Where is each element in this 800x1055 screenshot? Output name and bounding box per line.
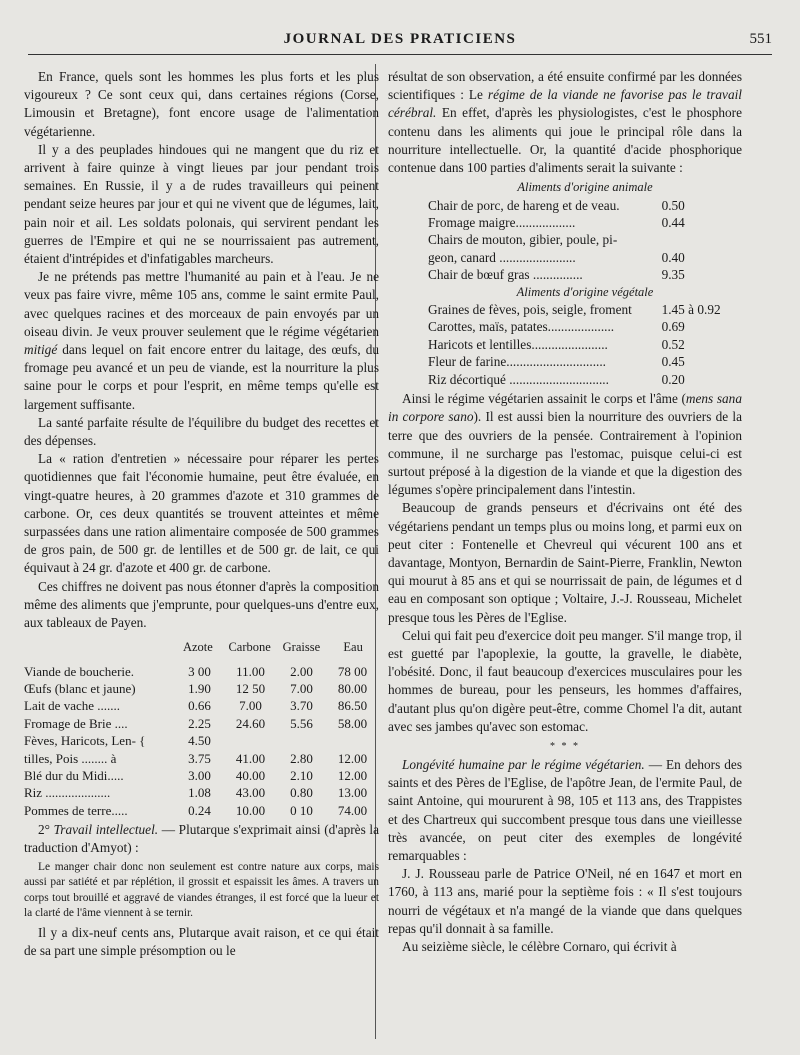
list-item: [428, 318, 742, 335]
list-item: [428, 301, 742, 318]
section-heading: Travail intellectuel.: [53, 822, 159, 838]
text-run: 2°: [38, 822, 54, 838]
carbone-value: 7.00: [239, 698, 262, 714]
aliment-value: 9.35: [661, 267, 685, 283]
paragraph: Il y a dix-neuf cents ans, Plutarque avait raison, et ce qui était de sa part une simple présomption ou le: [24, 924, 379, 958]
paragraph: [24, 268, 379, 414]
eau-value: 58.00: [337, 715, 368, 731]
list-item: [428, 371, 742, 388]
table-body: [24, 663, 379, 820]
table-header: [24, 638, 379, 656]
azote-value: 3 00: [188, 663, 211, 679]
plutarch-quote: Le manger chair donc non seulement est contre nature aux corps, mais aussi par satiété et par réplétion, il grossit et espaissit les âmes. A travers un corps tout brouillé et aggravé de viandes étranges, il est forcé que la lueur et la clarté de l'âme viennent à se ternir.: [24, 860, 379, 920]
right-column: [388, 68, 742, 956]
paragraph: Celui qui fait peu d'exercice doit peu manger. S'il mange trop, il est guetté par l'apoplexie, la goutte, la gravelle, le diabète, l'obésité. Donc, il faut beaucoup d'exercices musculaires pour les hommes de bureau, pour les penseurs, les hommes d'affaires, d'autant plus qu'on digère peut-être, comme Chomel l'a dit, autant avec ses jambes qu'avec son estomac.: [388, 627, 742, 734]
azote-value: 0.24: [188, 802, 211, 818]
carbone-value: [225, 732, 276, 749]
text-run: Je ne prétends pas mettre l'humanité au pain et à l'eau. Je ne veux pas faire vivre, même 105 ans, comme le saint ermite Paul, avec quelques racines et des morceaux de pain envoyés par un oiseau divin. Je veux prouver seulement que le régime végétarien: [24, 269, 379, 339]
carbone-value: 40.00: [235, 767, 266, 783]
table-row: [24, 767, 379, 784]
left-column: [24, 68, 379, 960]
aliment-name: Chair de bœuf gras ...............: [428, 267, 583, 283]
composition-table: [24, 638, 379, 819]
carbone-value: 12 50: [235, 680, 266, 696]
aliment-value: 0.52: [661, 336, 685, 352]
azote-value: 0.66: [188, 698, 211, 714]
aliment-name: Carottes, maïs, patates....................: [428, 319, 615, 335]
carbone-value: 11.00: [236, 663, 265, 679]
graisse-value: 2.00: [290, 663, 313, 679]
text-run: résultat de son observation, a été ensuite confirmé par les données scientifiques : Le: [388, 69, 742, 103]
azote-value: 4.50: [188, 733, 211, 749]
paragraph: [388, 68, 742, 177]
table-row: [24, 663, 379, 680]
food-name: Œufs (blanc et jaune): [24, 680, 136, 696]
table-row: [24, 732, 379, 749]
azote-value: 2.25: [188, 715, 211, 731]
list-item: [428, 353, 742, 370]
aliment-value: 0.44: [661, 215, 685, 231]
aliment-value: 0.69: [661, 319, 685, 335]
food-name: Blé dur du Midi.....: [24, 767, 124, 783]
text-run: dans lequel on fait encore entrer du laitage, des œufs, du fromage peu avancé et un peu de viande, est la nourriture la plus saine pour le corps et pour l'esprit, en même temps qu'elle est largement suffisante.: [24, 342, 379, 412]
column-header: Azote: [182, 640, 213, 655]
paragraph: J. J. Rousseau parle de Patrice O'Neil, né en 1647 et mort en 1760, à 113 ans, marié pour la septième fois : « Il s'est toujours nourri de végétaux et n'a mangé de la viande que dans quelques repas qu'il donnait à sa famille.: [388, 866, 742, 936]
aliment-value: 0.40: [661, 249, 685, 265]
food-name: Riz ....................: [24, 785, 111, 801]
paragraph: Il y a des peuplades hindoues qui ne mangent que du riz et arrivent à faire quinze à vingt lieues par jour pendant trois semaines. En Russie, il y a de rudes travailleurs qui peinent pendant seize heures par jour et qui ne vivent que de légumes, lait, pain noir et ail. Les soldats polonais, qui servirent pendant les guerres de l'Empire et qui ne se nourrissaient pas autrement, étaient d'intrépides et d'infatigables marcheurs.: [24, 141, 379, 267]
list-item: [428, 336, 742, 353]
eau-value: 78 00: [337, 663, 368, 679]
category-title: Aliments d'origine végétale: [516, 284, 654, 299]
paragraph: La santé parfaite résulte de l'équilibre du budget des recettes et des dépenses.: [24, 414, 379, 449]
list-item: [428, 266, 742, 283]
aliment-name: Haricots et lentilles.......................: [428, 336, 608, 352]
azote-value: 3.00: [188, 767, 211, 783]
eau-value: 12.00: [337, 750, 368, 766]
graisse-value: 0.80: [290, 785, 313, 801]
eau-value: 74.00: [337, 802, 368, 818]
aliment-name: Chairs de mouton, gibier, poule, pi-: [428, 232, 618, 248]
aliment-name: Fromage maigre..................: [428, 215, 576, 231]
paragraph: Au seizième siècle, le célèbre Cornaro, qui écrivit à: [402, 938, 677, 954]
food-name: Fromage de Brie ....: [24, 715, 128, 731]
paragraph: Ces chiffres ne doivent pas nous étonner d'après la composition même des aliments que j'emprunte, pour quelques-uns d'entre eux, aux tableaux de Payen.: [24, 578, 379, 631]
aliment-value: [656, 231, 742, 248]
azote-value: 1.90: [188, 680, 211, 696]
section-separator: * * *: [550, 740, 580, 752]
aliment-value: 0.45: [661, 354, 685, 370]
text-run: Ainsi le régime végétarien assainit le corps et l'âme (: [402, 391, 686, 407]
graisse-value: 2.80: [290, 750, 313, 766]
food-name: Fèves, Haricots, Len- {: [24, 733, 146, 749]
vegetal-items: [428, 301, 742, 388]
graisse-value: 0 10: [290, 802, 313, 818]
aliment-name: Fleur de farine..............................: [428, 354, 606, 370]
azote-value: 1.08: [188, 785, 211, 801]
category-title: Aliments d'origine animale: [517, 180, 653, 195]
list-item: [428, 249, 742, 266]
aliment-name: Riz décortiqué ..............................: [428, 371, 609, 387]
phosphoric-acid-list: [428, 179, 742, 388]
italic-statement: régime de la viande ne favorise pas le travail cérébral.: [388, 87, 742, 121]
table-row: [24, 715, 379, 732]
paragraph: En France, quels sont les hommes les plus forts et les plus vigoureux ? Ce sont ceux qui, dans certaines régions (Corse, Limousin et Bretagne), font encore usage de l'alimentation végétarienne.: [24, 69, 379, 139]
graisse-value: [276, 732, 327, 749]
table-row: [24, 697, 379, 714]
eau-value: [327, 732, 378, 749]
italic-term: mitigé: [24, 342, 58, 358]
table-row: [24, 784, 379, 801]
aliment-name: Graines de fèves, pois, seigle, froment: [428, 302, 632, 318]
carbone-value: 10.00: [235, 802, 266, 818]
graisse-value: 5.56: [290, 715, 313, 731]
table-row: [24, 802, 379, 819]
food-name: Pommes de terre.....: [24, 802, 128, 818]
text-run: — Plutarque s'exprimait ainsi (d'après la traduction d'Amyot) :: [24, 822, 379, 856]
paragraph: La « ration d'entretien » nécessaire pour réparer les pertes quotidiennes que fait l'économie humaine, peut être évaluée, en vingt-quatre heures, à 20 grammes d'azote et 310 grammes de carbone. Or, ces deux quantités se trouvent atteintes et même surpassées dans une ration alimentaire composée de 500 grammes de gros pain, de 500 gr. de lentilles et de 500 gr. de lait, ce qui équivaut à 24 gr. d'azote et 400 gr. de carbone.: [24, 451, 379, 576]
latin-phrase: mens sana in corpore sano: [388, 391, 742, 425]
aliment-value: 0.20: [661, 371, 685, 387]
aliment-value: 0.50: [661, 197, 685, 213]
column-header: Eau: [343, 640, 363, 655]
page-header: [28, 28, 772, 55]
journal-title: JOURNAL DES PRATICIENS: [283, 31, 517, 47]
text-run: — En dehors des saints et des Pères de l'Eglise, de l'apôtre Jean, de l'ermite Paul, de saint Antoine, qui moururent à 98, 105 et 113 ans, des Trappistes et des Chartreux qui succombent presque tous dans une vieillesse très avancée, on peut citer des exemples de longévité remarquables :: [388, 756, 743, 863]
list-item: [428, 214, 742, 231]
carbone-value: 43.00: [235, 785, 266, 801]
paragraph: [388, 756, 742, 865]
eau-value: 13.00: [337, 785, 368, 801]
paragraph: [388, 390, 742, 499]
paragraph: Beaucoup de grands penseurs et d'écrivains ont été des végétariens pendant un temps plus ou moins long, et parmi eux on peut citer : Fontenelle et Chevreul qui vécurent 100 ans et davantage, Montyon, Bernardin de Saint-Pierre, Franklin, Newton qui mourut à 85 ans et qui se nourrissait de pain, de légumes et d eau en composant son optique ; Voltaire, J.-J. Rousseau, Michelet presque tous les Pères de l'Eglise.: [388, 500, 742, 625]
column-header: Carbone: [228, 640, 271, 655]
food-name: tilles, Pois ........ à: [24, 750, 117, 766]
table-row: [24, 750, 379, 767]
list-item: [428, 197, 742, 214]
aliment-name: geon, canard .......................: [428, 249, 576, 265]
page-number: 551: [749, 31, 772, 47]
text-run: En effet, d'après les physiologistes, c'est le phosphore contenu dans les aliments qui joue le principal rôle dans la nourriture intellectuelle. Or, la quantité d'acide phosphorique contenue dans 100 parties d'aliments serait la suivante :: [388, 105, 742, 176]
graisse-value: 3.70: [290, 698, 313, 714]
list-item: [428, 231, 742, 248]
carbone-value: 24.60: [235, 715, 266, 731]
aliment-value: 1.45 à 0.92: [661, 302, 721, 318]
aliment-name: Chair de porc, de hareng et de veau.: [428, 197, 620, 213]
eau-value: 80.00: [337, 680, 368, 696]
azote-value: 3.75: [188, 750, 211, 766]
animal-items: [428, 197, 742, 284]
food-name: Viande de boucherie.: [24, 663, 135, 679]
graisse-value: 2.10: [290, 767, 313, 783]
food-name: Lait de vache .......: [24, 698, 121, 714]
eau-value: 86.50: [337, 698, 368, 714]
table-row: [24, 680, 379, 697]
eau-value: 12.00: [337, 767, 368, 783]
column-header: Graisse: [282, 640, 321, 655]
section-heading: Longévité humaine par le régime végétarien.: [402, 756, 645, 772]
paragraph: [24, 821, 379, 857]
carbone-value: 41.00: [235, 750, 266, 766]
text-run: ). Il est aussi bien la nourriture des ouvriers de la terre que des ouvriers de la pensée. Contrairement à l'opinion commune, il ne surcharge pas l'estomac, puisque celui-ci est surtout préposé à la digestion de la viande et que la digestion des légumes s'opère principalement dans l'intestin.: [388, 409, 742, 498]
graisse-value: 7.00: [290, 680, 313, 696]
